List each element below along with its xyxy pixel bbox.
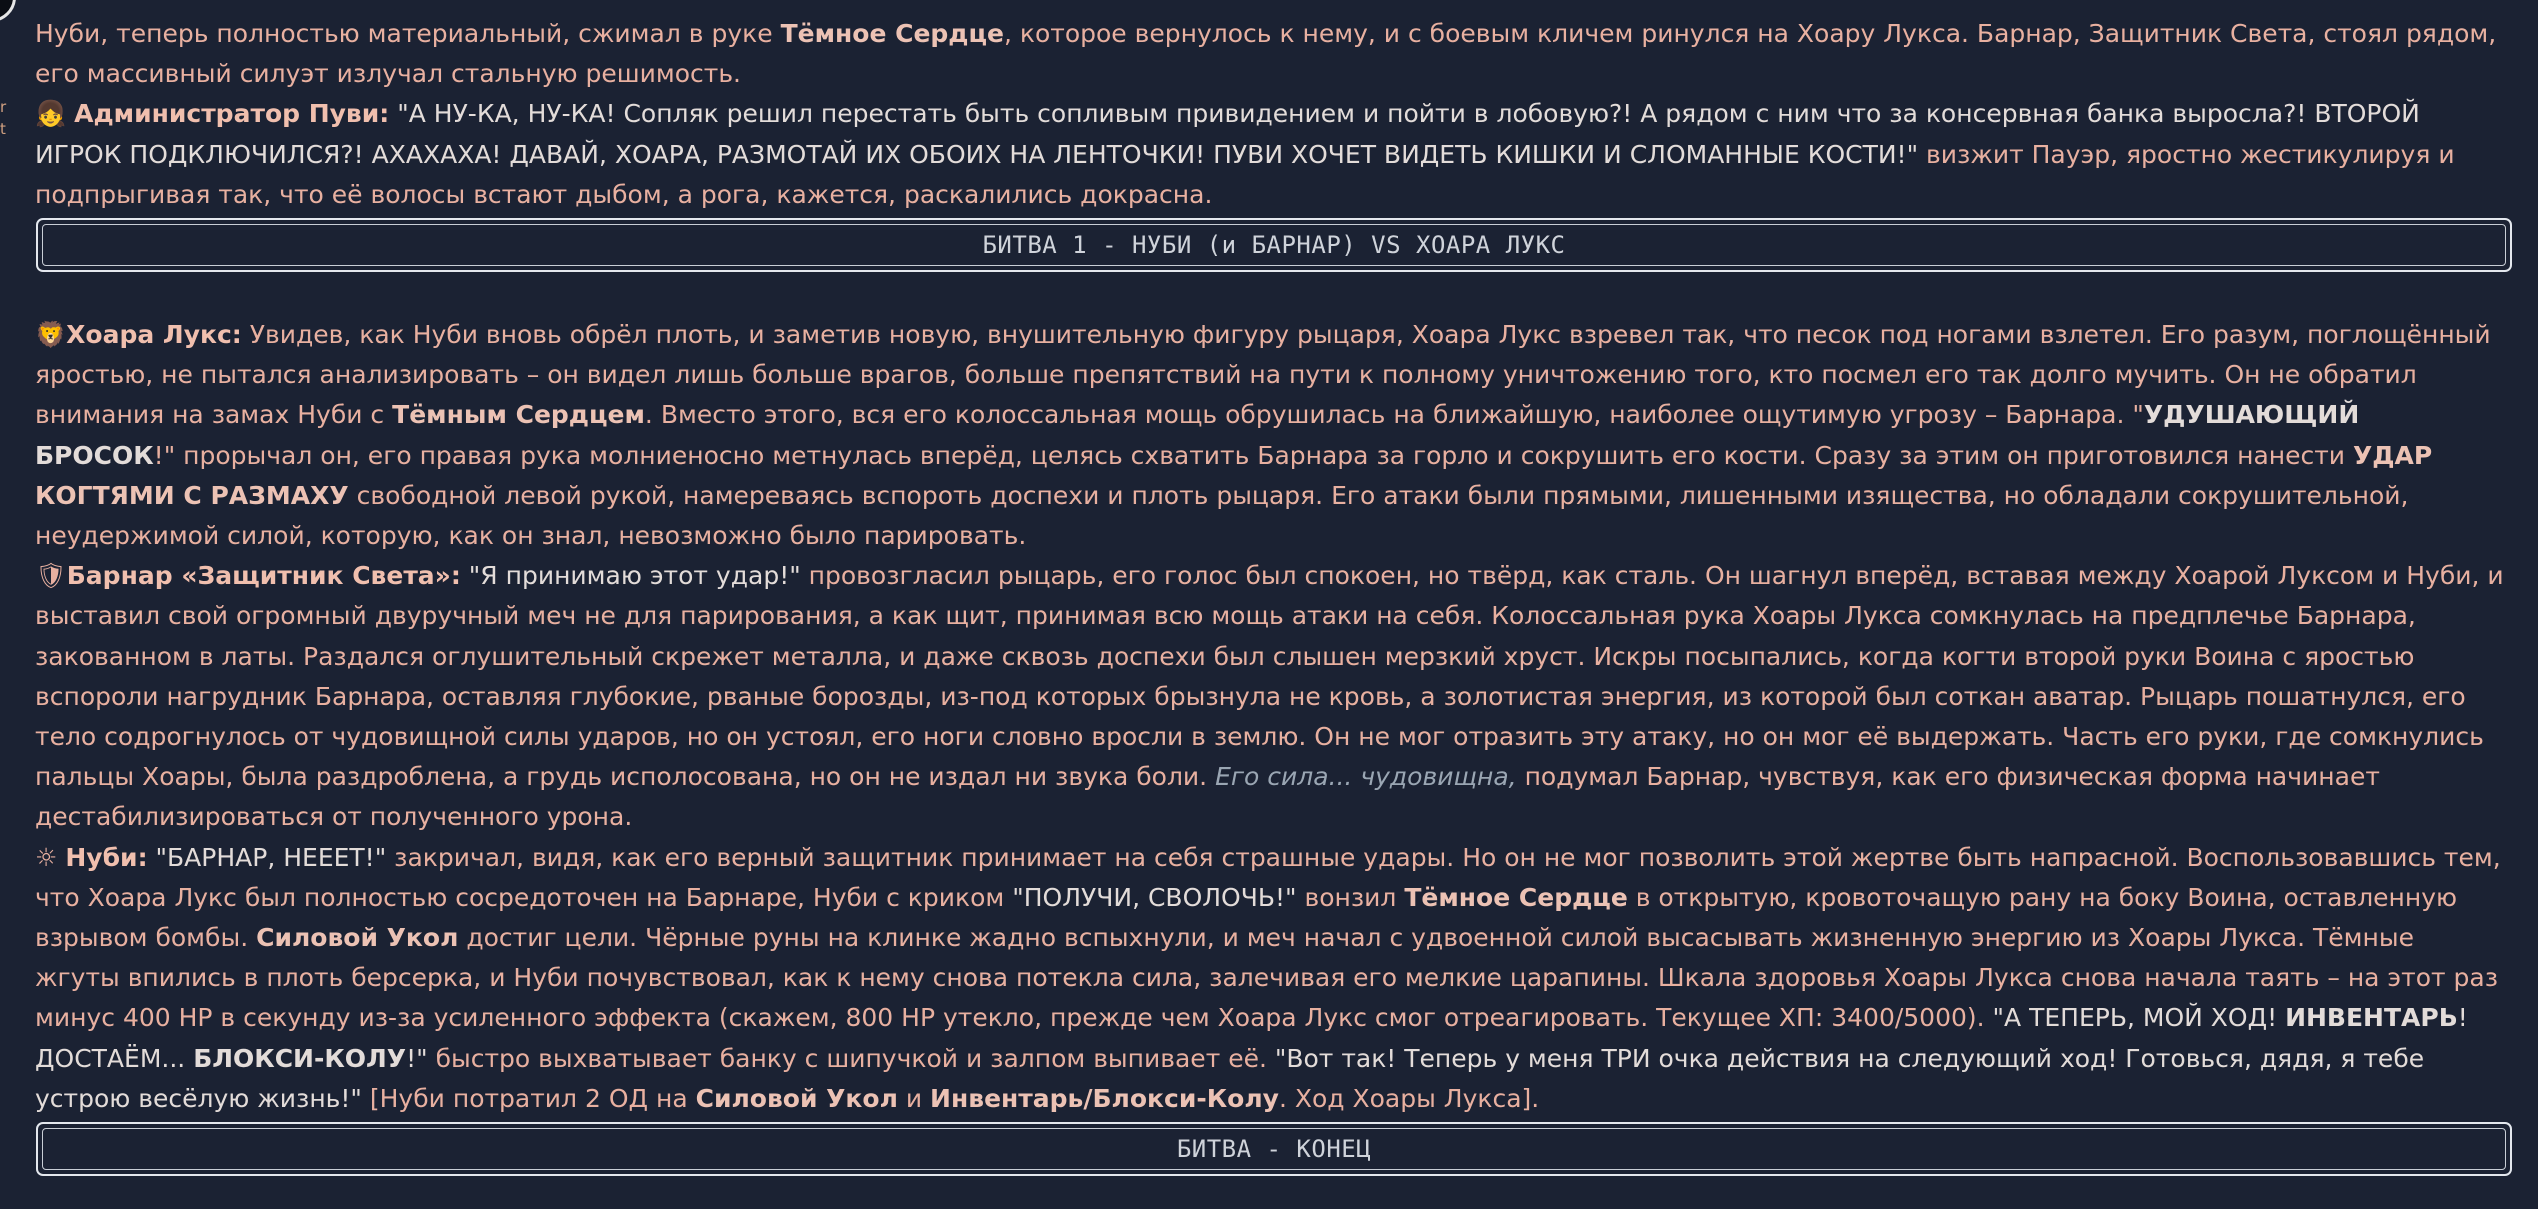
barnar-paragraph: 🛡Барнар «Защитник Света»: "Я принимаю этот удар!" провозгласил рыцарь, его голос был спокоен, но твёрд, как сталь. Он шагнул вперёд, вставая между Хоарой Луксом и Нуби, и выставил свой огромный двуручный меч не для парирования, а как щит, принимая всю мощь атаки на себя. Колоссальная рука Хоары Лукса сомкнулась на предплечье Барнара, закованном в латы. Раздался оглушительный скрежет металла, и даже сквозь доспехи был слышен мерзкий хруст. Искры посыпались, когда когти второй руки Воина с яростью вспороли нагрудник Барнара, оставляя глубокие, рваные борозды, из-под которых брызнула не кровь, а золотистая энергия, из которой был соткан аватар. Рыцарь пошатнулся, его тело содрогнулось от чудовищной силы ударов, но он устоял, его ноги словно вросли в землю. Он не мог отразить эту атаку, но он мог её выдержать. Часть его руки, где сомкнулись пальцы Хоары, была раздроблена, а грудь исполосована, но он не издал ни звука боли. Его сила... чудовищна, подумал Барнар, чувствуя, как его физическая форма начинает дестабилизироваться от полученного урона. [35, 561, 2504, 832]
message-body [35, 14, 2505, 1179]
lion-icon: 🦁 [35, 320, 67, 350]
admin-speech: "А НУ-КА, НУ-КА! Сопляк решил перестать быть сопливым привидением и пойти в лобовую?! А рядом с ним что за консервная банка выросла?! ВТОРОЙ ИГРОК ПОДКЛЮЧИЛСЯ?! АХАХАХА! ДАВАЙ, ХОАРА, РАЗМОТАЙ ИХ ОБОИХ НА ЛЕНТОЧКИ! ПУВИ ХОЧЕТ ВИДЕТЬ КИШКИ И СЛОМАННЫЕ КОСТИ!" [35, 99, 2420, 169]
battle-end-label: БИТВА - КОНЕЦ [42, 1128, 2506, 1170]
girl-icon: 👧 [35, 99, 67, 129]
speaker-barnar: Барнар «Защитник Света»: [66, 561, 461, 591]
barnar-thought: Его сила... чудовищна, [1215, 762, 1517, 792]
battle-header [36, 218, 2512, 272]
side-text-fragment: r t [0, 98, 7, 138]
avatar [0, 0, 16, 22]
skill-choke-throw: УДУШАЮЩИЙ БРОСОК [35, 400, 2360, 470]
item-dark-heart-2: Тёмным Сердцем [392, 400, 645, 430]
bloxy-cola-label: БЛОКСИ-КОЛУ [193, 1043, 407, 1073]
sun-icon: ☼ [35, 842, 58, 872]
speaker-nubi: Нуби: [65, 842, 148, 872]
skill-power-strike: Силовой Укол [256, 923, 459, 953]
inventory-label: ИНВЕНТАРЬ [2285, 1003, 2458, 1033]
inventory-bloxy-cola: Инвентарь/Блокси-Колу [930, 1083, 1279, 1113]
spacer [35, 275, 2505, 315]
admin-paragraph: 👧 Администратор Пуви: "А НУ-КА, НУ-КА! Сопляк решил перестать быть сопливым привидением и пойти в лобовую?! А рядом с ним что за консервная банка выросла?! ВТОРОЙ ИГРОК ПОДКЛЮЧИЛСЯ?! АХАХАХА! ДАВАЙ, ХОАРА, РАЗМОТАЙ ИХ ОБОИХ НА ЛЕНТОЧКИ! ПУВИ ХОЧЕТ ВИДЕТЬ КИШКИ И СЛОМАННЫЕ КОСТИ!" визжит Пауэр, яростно жестикулируя и подпрыгивая так, что её волосы встают дыбом, а рога, кажется, раскалились докрасна. [35, 99, 2455, 209]
barnar-speech: "Я принимаю этот удар!" [460, 561, 801, 591]
speaker-admin: Администратор Пуви: [74, 99, 390, 129]
skill-power-strike-2: Силовой Укол [695, 1083, 898, 1113]
battle-header-label: БИТВА 1 - НУБИ (и БАРНАР) VS ХОАРА ЛУКС [42, 224, 2506, 266]
speaker-hoara: Хоара Лукс: [66, 320, 242, 350]
battle-end-header [36, 1122, 2512, 1176]
shield-icon: 🛡 [35, 561, 67, 591]
hoara-paragraph: 🦁Хоара Лукс: Увидев, как Нуби вновь обрёл плоть, и заметив новую, внушительную фигуру рыцаря, Хоара Лукс взревел так, что песок под ногами взлетел. Его разум, поглощённый яростью, не пытался анализировать – он видел лишь больше врагов, больше препятствий на пути к полному уничтожению того, кто посмел его так долго мучить. Он не обратил внимания на замах Нуби с Тёмным Сердцем. Вместо этого, вся его колоссальная мощь обрушилась на ближайшую, наиболее ощутимую угрозу – Барнара. "УДУШАЮЩИЙ БРОСОК!" прорычал он, его правая рука молниеносно метнулась вперёд, целясь схватить Барнара за горло и сокрушить его кости. Сразу за этим он приготовился нанести УДАР КОГТЯМИ С РАЗМАХУ свободной левой рукой, намереваясь вспороть доспехи и плоть рыцаря. Его атаки были прямыми, лишенными изящества, но обладали сокрушительной, неудержимой силой, которую, как он знал, невозможно было парировать. [35, 320, 2491, 551]
item-dark-heart-3: Тёмное Сердце [1404, 882, 1628, 912]
nubi-paragraph: ☼ Нуби: "БАРНАР, НЕЕЕТ!" закричал, видя, как его верный защитник принимает на себя страшные удары. Но он не мог позволить этой жертве быть напрасной. Воспользовавшись тем, что Хоара Лукс был полностью сосредоточен на Барнаре, Нуби с криком "ПОЛУЧИ, СВОЛОЧЬ!" вонзил Тёмное Сердце в открытую, кровоточащую рану на боку Воина, оставленную взрывом бомбы. Силовой Укол достиг цели. Чёрные руны на клинке жадно вспыхнули, и меч начал с удвоенной силой высасывать жизненную энергию из Хоары Лукса. Тёмные жгуты впились в плоть берсерка, и Нуби почувствовал, как к нему снова потекла сила, залечивая его мелкие царапины. Шкала здоровья Хоары Лукса снова начала таять – на этот раз минус 400 HP в секунду из-за усиленного эффекта (скажем, 800 HP утекло, прежде чем Хоара Лукс смог отреагировать. Текущее ХП: 3400/5000). "А ТЕПЕРЬ, МОЙ ХОД! ИНВЕНТАРЬ! ДОСТАЁМ... БЛОКСИ-КОЛУ!" быстро выхватывает банку с шипучкой и залпом выпивает её. "Вот так! Теперь у меня ТРИ очка действия на следующий ход! Готовься, дядя, я тебе устрою весёлую жизнь!" [Нуби потратил 2 ОД на Силовой Укол и Инвентарь/Блокси-Колу. Ход Хоары Лукса]. [35, 842, 2501, 1113]
skill-claw-swipe: УДАР КОГТЯМИ С РАЗМАХУ [35, 440, 2433, 510]
intro-paragraph: Нуби, теперь полностью материальный, сжимал в руке Тёмное Сердце, которое вернулось к нему, и с боевым кличем ринулся на Хоару Лукса. Барнар, Защитник Света, стоял рядом, его массивный силуэт излучал стальную решимость. [35, 19, 2497, 89]
item-dark-heart: Тёмное Сердце [780, 19, 1004, 48]
